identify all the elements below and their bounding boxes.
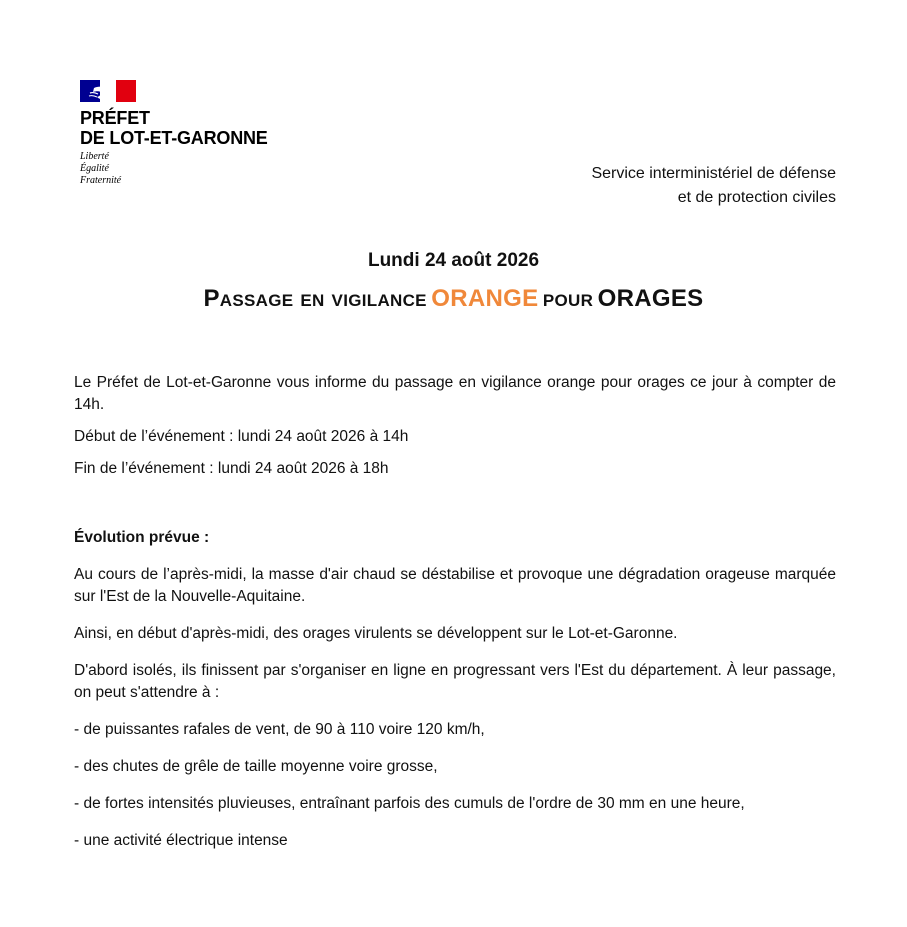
- headline-highlight: ORANGE: [431, 285, 539, 312]
- evolution-paragraph-2: Ainsi, en début d'après-midi, des orages virulents se développent sur le Lot-et-Garonne.: [74, 625, 678, 642]
- evolution-paragraph-3: D'abord isolés, ils finissent par s'organiser en ligne en progressant vers l'Est du département. À leur passage, on peut s'attendre à :: [74, 662, 836, 701]
- motto-egalite: Égalité: [80, 163, 109, 174]
- list-item: - de fortes intensités pluvieuses, entraînant parfois des cumuls de l'ordre de 30 mm en une heure,: [74, 795, 745, 812]
- event-start: Début de l’événement : lundi 24 août 2026 à 14h: [74, 428, 409, 445]
- event-end: Fin de l’événement : lundi 24 août 2026 à 18h: [74, 460, 389, 477]
- service-name: [591, 162, 836, 210]
- prefecture-logo: [80, 80, 268, 187]
- motto-liberte: Liberté: [80, 151, 109, 162]
- headline: [0, 285, 907, 313]
- list-item: - de puissantes rafales de vent, de 90 à 110 voire 120 km/h,: [74, 721, 485, 738]
- marianne-flag-icon: [80, 80, 136, 102]
- list-item: - une activité électrique intense: [74, 832, 288, 849]
- intro-text: Le Préfet de Lot-et-Garonne vous informe du passage en vigilance orange pour orages ce jour à compter de 14h.: [74, 374, 836, 413]
- service-line-1: Service interministériel de défense: [591, 165, 836, 182]
- motto: [80, 151, 268, 187]
- list-item: - des chutes de grêle de taille moyenne voire grosse,: [74, 758, 438, 775]
- prefet-line-2: DE LOT-ET-GARONNE: [80, 128, 268, 148]
- headline-part-2: pour: [542, 285, 594, 312]
- service-line-2: et de protection civiles: [677, 189, 836, 206]
- headline-part-1: Passage en vigilance: [203, 285, 427, 312]
- prefet-line-1: PRÉFET: [80, 108, 150, 128]
- headline-part-3: ORAGES: [597, 285, 704, 312]
- evolution-title: Évolution prévue :: [74, 529, 210, 546]
- motto-fraternite: Fraternité: [80, 175, 122, 186]
- bulletin-body: [74, 372, 836, 852]
- evolution-paragraph-1: Au cours de l’après-midi, la masse d'air chaud se déstabilise et provoque une dégradation orageuse marquée sur l'Est de la Nouvelle-Aquitaine.: [74, 566, 836, 605]
- document-date: Lundi 24 août 2026: [367, 250, 540, 271]
- prefet-title: [80, 108, 268, 148]
